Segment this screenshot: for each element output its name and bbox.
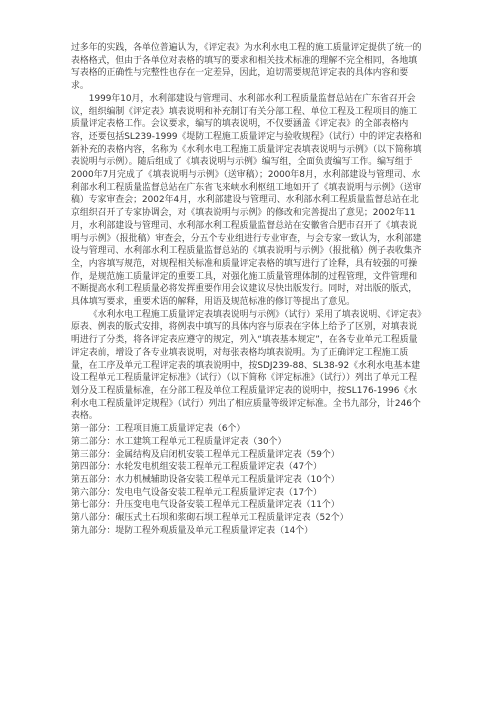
- paragraph-intro: 过多年的实践，各单位普遍认为，《评定表》为水利水电工程的施工质量评定提供了统一的表格格式，但由于各单位对表格的填写的要求和相关技术标准的理解不完全相同，各地填写表格的正确性与完整性也存在一定差异，因此，迫切需要规范评定表的具体内容和要求。: [71, 43, 422, 92]
- paragraph-structure: 《水利水电工程施工质量评定表填表说明与示例》（试行）采用了填表说明、《评定表》原表、例表的版式安排，将例表中填写的具体内容与原表在字体上给予了区别，对填表说明进行了分类，将各评定表应遵守的规定，列入“填表基本规定”，在各专业单元工程质量评定表前，增设了各专业填表说明，对每张表格均填表说明。为了正确评定工程施工质量，在工序及单元工程评定表的填表说明中，按SDJ239-88、SL38-92《水利水电基本建设工程单元工程质量评定标准》（试行）（以下简称《评定标准》（试行））列出了单元工程划分及工程质量标准，在分部工程及单位工程质量评定表的说明中，按SL176-1996《水利水电工程质量评定规程》（试行）列出了相应质量等级评定标准。全书九部分，计246个表格。: [71, 309, 422, 422]
- list-item: 第五部分：水力机械辅助设备安装工程单元工程质量评定表（10个）: [71, 474, 340, 485]
- list-item: 第二部分：水工建筑工程单元工程质量评定表（30个）: [71, 436, 287, 447]
- list-item: 第七部分：升压变电电气设备安装工程单元工程质量评定表（11个）: [71, 500, 340, 511]
- list-item: 第四部分：水轮发电机组安装工程单元工程质量评定表（47个）: [71, 462, 322, 473]
- list-item: 第三部分：金属结构及启闭机安装工程单元工程质量评定表（59个）: [71, 449, 340, 460]
- list-item: 第九部分：堤防工程外观质量及单元工程质量评定表（14个）: [71, 525, 314, 536]
- list-item: 第一部分：工程项目施工质量评定表（6个）: [71, 424, 246, 435]
- paragraph-history: 1999年10月，水利部建设与管理司、水利部水利工程质量监督总站在广东省召开会议，组织编制《评定表》填表说明和补充制订有关分部工程、单位工程及工程项目的施工质量评定表格工作。会议要求，编写的填表说明，不仅要涵盖《评定表》的全部表格内容，还要包括SL239-1999《堤防工程施工质量评定与验收规程》（试行）中的评定表格和新补充的表格内容，名称为《水利水电工程施工质量评定表填表说明与示例》（以下简称填表说明与示例）。随后组成了《填表说明与示例》编写组，全面负责编写工作。编写组于2000年7月完成了《填表说明与示例》（送审稿）；2000年8月，水利部建设与管理司、水利部水利工程质量监督总站在广东省飞来峡水利枢纽工地如开了《填表说明与示例》（送审稿）专家审查会；2002年4月，水利部建设与管理司、水利部水利工程质量监督总站在北京组织召开了专家协调会，对《填表说明与示例》的修改和完善提出了意见；2002年11月，水利部建设与管理司、水利部水利工程质量监督总站在安徽省合肥市召开了《填表说明与示例》（报批稿）审查会，分五个专业组进行专业审查，与会专家一致认为，水利部建设与管理司、水利部水利工程质量监督总站的《填表说明与示例》（报批稿）例子表收集齐全，内容填写规范，对规程相关标准和质量评定表格的填写进行了诠释，具有较强的可操作，是规范施工质量评定的重要工具，对强化施工质量管理体制的过程管理，文件管理和不断提高水利工程质量必将发挥重要作用会议建议尽快出版发行。同时，对出版的版式，具体填写要求，重要术语的解释，用语及规范标准的修订等提出了意见。: [71, 93, 422, 308]
- document-page: [71, 42, 423, 537]
- list-item: 第八部分：碾压式土石坝和浆砌石坝工程单元工程质量评定表（52个）: [71, 513, 349, 524]
- list-item: 第六部分：发电电气设备安装工程单元工程质量评定表（17个）: [71, 487, 322, 498]
- parts-list: [71, 423, 423, 537]
